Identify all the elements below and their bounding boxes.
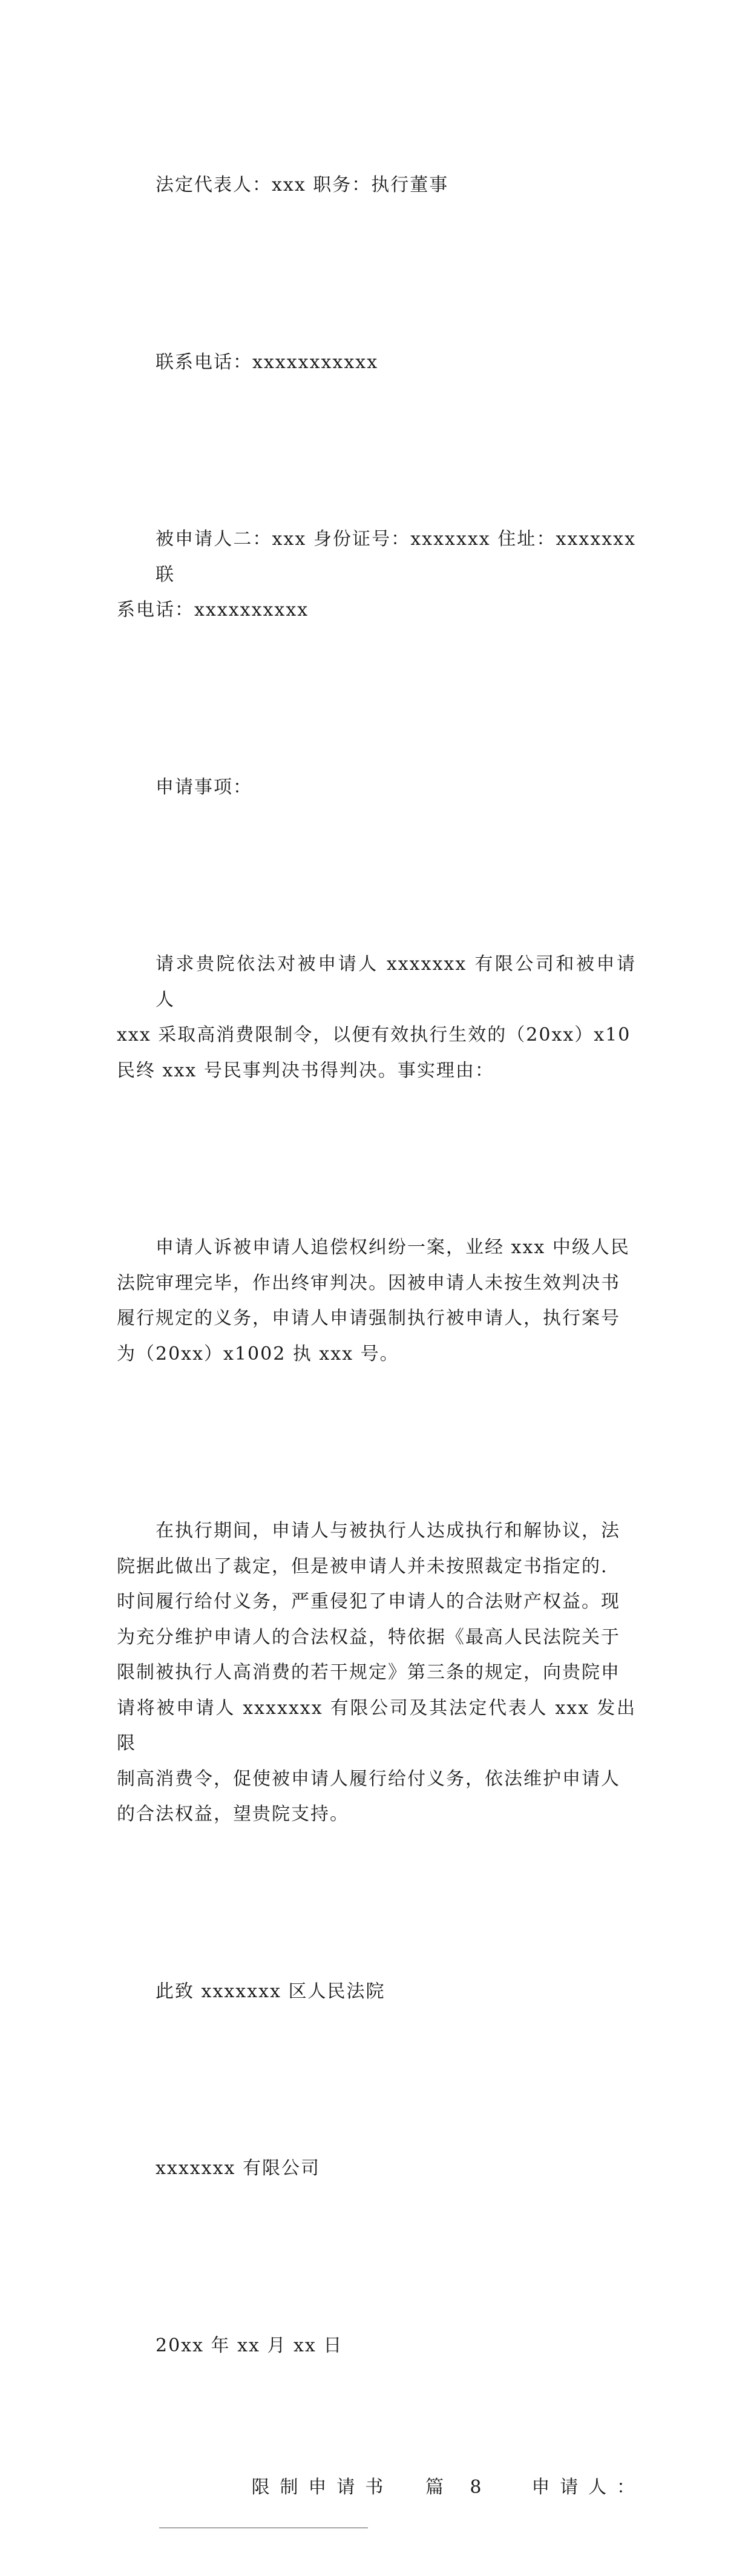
paragraph-addressee — [117, 1903, 636, 2081]
paragraph-contact-phone — [117, 274, 636, 452]
text-line: 请求贵院依法对被申请人 xxxxxxx 有限公司和被申请人 — [156, 954, 636, 1010]
text-line: 民终 xxx 号民事判决书得判决。事实理由： — [117, 1059, 494, 1081]
text-line: xxxxxxx 有限公司 — [156, 2158, 320, 2179]
paragraph-respondent-two — [117, 451, 643, 699]
paragraph-application-items-heading — [117, 699, 636, 877]
text-line: 被申请人二：xxx 身份证号：xxxxxxx 住址：xxxxxxx 联 — [156, 529, 643, 585]
text-line: 申请事项： — [156, 776, 252, 798]
text-line: 法定代表人：xxx 职务：执行董事 — [156, 174, 449, 196]
text-line: 在执行期间，申请人与被执行人达成执行和解协议，法 — [156, 1520, 620, 1541]
section-title: 限制申请书 篇 8 — [251, 2476, 483, 2498]
text-line: 联系电话：xxxxxxxxxxx — [156, 351, 379, 373]
text-line: 申请人诉被申请人追偿权纠纷一案，业经 xxx 中级人民 — [156, 1237, 630, 1258]
paragraph-company-signature — [117, 2080, 636, 2258]
text-line: 为（20xx）x1002 执 xxx 号。 — [117, 1343, 399, 1365]
document-body — [117, 97, 643, 2576]
text-line: 制高消费令，促使被申请人履行给付义务，依法维护申请人 — [117, 1768, 620, 1790]
text-line: 的合法权益，望贵院支持。 — [117, 1804, 349, 1825]
text-line: 为充分维护申请人的合法权益，特依据《最高人民法院关于 — [117, 1626, 620, 1648]
paragraph-legal-representative — [117, 97, 636, 274]
paragraph-footer — [117, 2434, 636, 2576]
text-line: 法院审理完毕，作出终审判决。因被申请人未按生效判决书 — [117, 1272, 620, 1294]
text-line: 履行规定的义务，申请人申请强制执行被申请人，执行案号 — [117, 1308, 620, 1329]
text-line: 请将被申请人 xxxxxxx 有限公司及其法定代表人 xxx 发出限 — [117, 1697, 636, 1754]
paragraph-execution-period — [117, 1443, 636, 1903]
applicant-signature-line — [159, 2509, 368, 2528]
text-line: 院据此做出了裁定，但是被申请人并未按照裁定书指定的. — [117, 1555, 608, 1577]
applicant-label: 申请人： — [522, 2476, 637, 2498]
paragraph-request — [117, 876, 636, 1159]
paragraph-date — [117, 2258, 636, 2435]
text-line: 系电话：xxxxxxxxxx — [117, 599, 309, 621]
paragraph-facts — [117, 1159, 636, 1443]
text-line: 此致 xxxxxxx 区人民法院 — [156, 1980, 385, 2002]
text-line: 20xx 年 xx 月 xx 日 — [156, 2334, 343, 2356]
text-line: 时间履行给付义务，严重侵犯了申请人的合法财产权益。现 — [117, 1591, 620, 1612]
text-line: 限制被执行人高消费的若干规定》第三条的规定，向贵院申 — [117, 1662, 620, 1683]
text-line: xxx 采取高消费限制令，以便有效执行生效的（20xx）x10 — [117, 1024, 631, 1046]
